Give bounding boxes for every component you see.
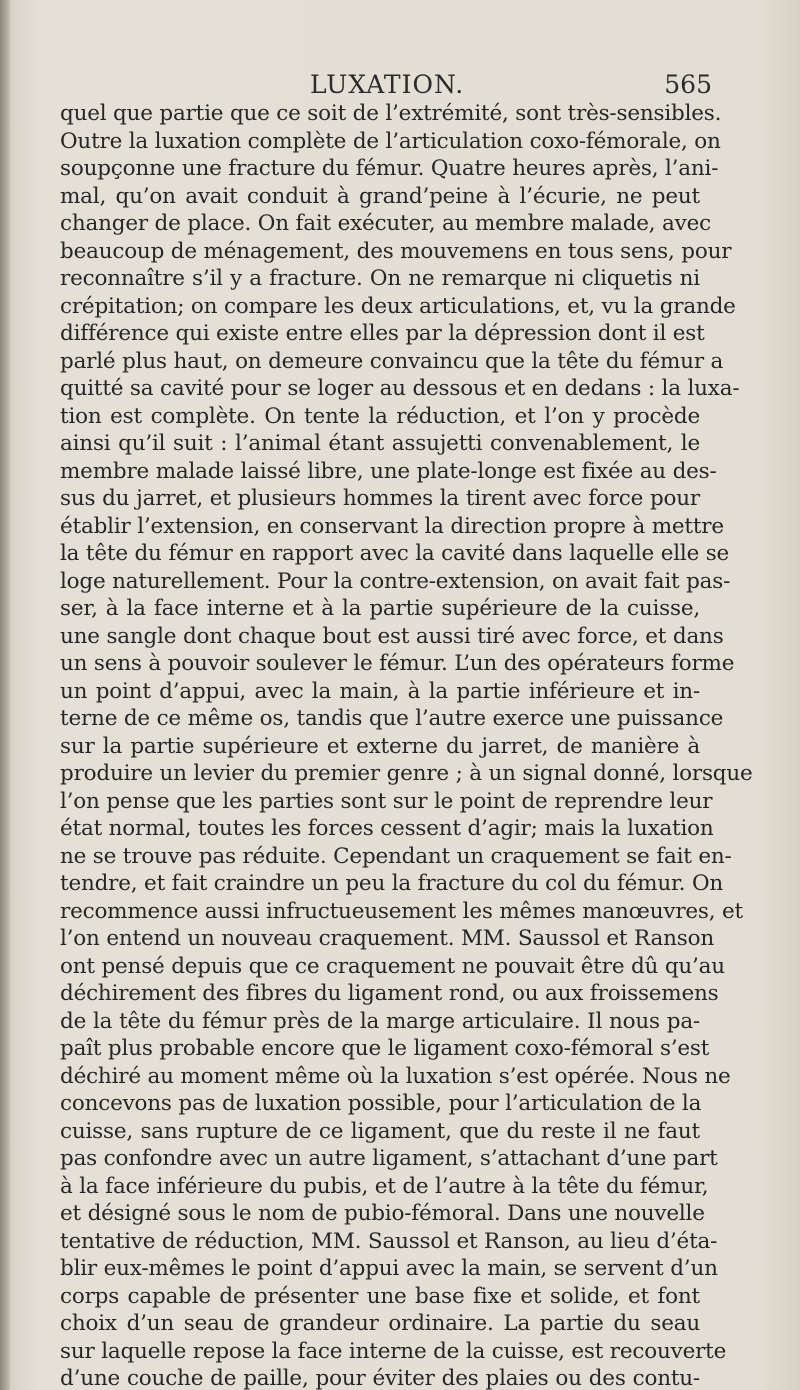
book-spine-shadow [0, 0, 10, 1390]
text-line: reconnaître s’il y a fracture. On ne remarque ni cliquetis ni [60, 266, 700, 291]
text-line: tion est complète. On tente la réduction, et l’on y procède [60, 403, 700, 429]
text-line: ne se trouve pas réduite. Cependant un craquement se fait en- [60, 843, 732, 869]
text-line: membre malade laissé libre, une plate-longe est fixée au des- [60, 458, 717, 484]
text-line: paît plus probable encore que le ligament coxo-fémoral s’est [60, 1036, 710, 1061]
text-line: soupçonne une fracture du fémur. Quatre heures après, l’ani- [60, 156, 719, 181]
page-header [62, 62, 712, 102]
text-line: sur laquelle repose la face interne de la cuisse, est recouverte [60, 1338, 727, 1364]
text-line: la tête du fémur en rapport avec la cavité dans laquelle elle se [60, 541, 730, 566]
text-line: sus du jarret, et plusieurs hommes la tirent avec force pour [60, 486, 700, 511]
text-line: crépitation; on compare les deux articulations, et, vu la grande [60, 293, 736, 319]
text-line: et désigné sous le nom de pubio-fémoral. Dans une nouvelle [60, 1201, 705, 1226]
text-line: déchirement des fibres du ligament rond, ou aux froissemens [60, 981, 719, 1006]
text-line: un sens à pouvoir soulever le fémur. L’un des opérateurs forme [60, 651, 735, 676]
text-line: sur la partie supérieure et externe du jarret, de manière à [60, 733, 700, 759]
text-line: beaucoup de ménagement, des mouvemens en tous sens, pour [60, 238, 732, 264]
text-line: loge naturellement. Pour la contre-extension, on avait fait pas- [60, 568, 731, 594]
text-line: choix d’un seau de grandeur ordinaire. La partie du seau [60, 1311, 700, 1336]
text-line: pas confondre avec un autre ligament, s’attachant d’une part [60, 1146, 718, 1171]
page-number: 565 [664, 70, 712, 99]
text-line: tentative de réduction, MM. Saussol et Ranson, au lieu d’éta- [60, 1228, 718, 1254]
text-line: ont pensé depuis que ce craquement ne pouvait être dû qu’au [60, 953, 725, 979]
text-line: quitté sa cavité pour se loger au dessous et en dedans : la luxa- [60, 376, 740, 401]
text-line: concevons pas de luxation possible, pour l’articulation de la [60, 1091, 702, 1116]
text-line: établir l’extension, en conservant la direction propre à mettre [60, 513, 724, 539]
text-line: quel que partie que ce soit de l’extrémité, sont très-sensibles. [60, 101, 722, 126]
text-line: état normal, toutes les forces cessent d’agir; mais la luxation [60, 816, 714, 841]
text-line: ser, à la face interne et à la partie supérieure de la cuisse, [60, 596, 700, 621]
text-line: tendre, et fait craindre un peu la fracture du col du fémur. On [60, 871, 724, 896]
text-line: terne de ce même os, tandis que l’autre exerce une puissance [60, 706, 724, 731]
text-line: parlé plus haut, on demeure convaincu que la tête du fémur a [60, 348, 724, 374]
text-line: de la tête du fémur près de la marge articulaire. Il nous pa- [60, 1008, 700, 1034]
text-line: mal, qu’on avait conduit à grand’peine à l’écurie, ne peut [60, 183, 700, 209]
text-line: ainsi qu’il suit : l’animal étant assujetti convenablement, le [60, 431, 700, 456]
text-line: l’on pense que les parties sont sur le point de reprendre leur [60, 788, 713, 814]
text-line: recommence aussi infructueusement les mêmes manœuvres, et [60, 898, 743, 924]
running-title: LUXATION. [310, 70, 465, 99]
text-line: changer de place. On fait exécuter, au membre malade, avec [60, 211, 711, 236]
body-text [60, 100, 753, 1390]
text-line: à la face inférieure du pubis, et de l’autre à la tête du fémur, [60, 1173, 709, 1199]
text-line: déchiré au moment même où la luxation s’est opérée. Nous ne [60, 1063, 731, 1089]
text-line: d’une couche de paille, pour éviter des plaies ou des contu- [60, 1366, 700, 1390]
text-line: cuisse, sans rupture de ce ligament, que du reste il ne faut [60, 1118, 700, 1144]
text-line: un point d’appui, avec la main, à la partie inférieure et in- [60, 678, 700, 704]
text-line: différence qui existe entre elles par la dépression dont il est [60, 321, 705, 346]
text-line: corps capable de présenter une base fixe et solide, et font [60, 1283, 700, 1309]
text-line: une sangle dont chaque bout est aussi tiré avec force, et dans [60, 623, 724, 649]
text-line: blir eux-mêmes le point d’appui avec la main, se servent d’un [60, 1256, 718, 1281]
text-line: l’on entend un nouveau craquement. MM. Saussol et Ranson [60, 926, 714, 951]
text-line: produire un levier du premier genre ; à un signal donné, lorsque [60, 761, 753, 786]
text-line: Outre la luxation complète de l’articulation coxo-fémorale, on [60, 128, 721, 154]
